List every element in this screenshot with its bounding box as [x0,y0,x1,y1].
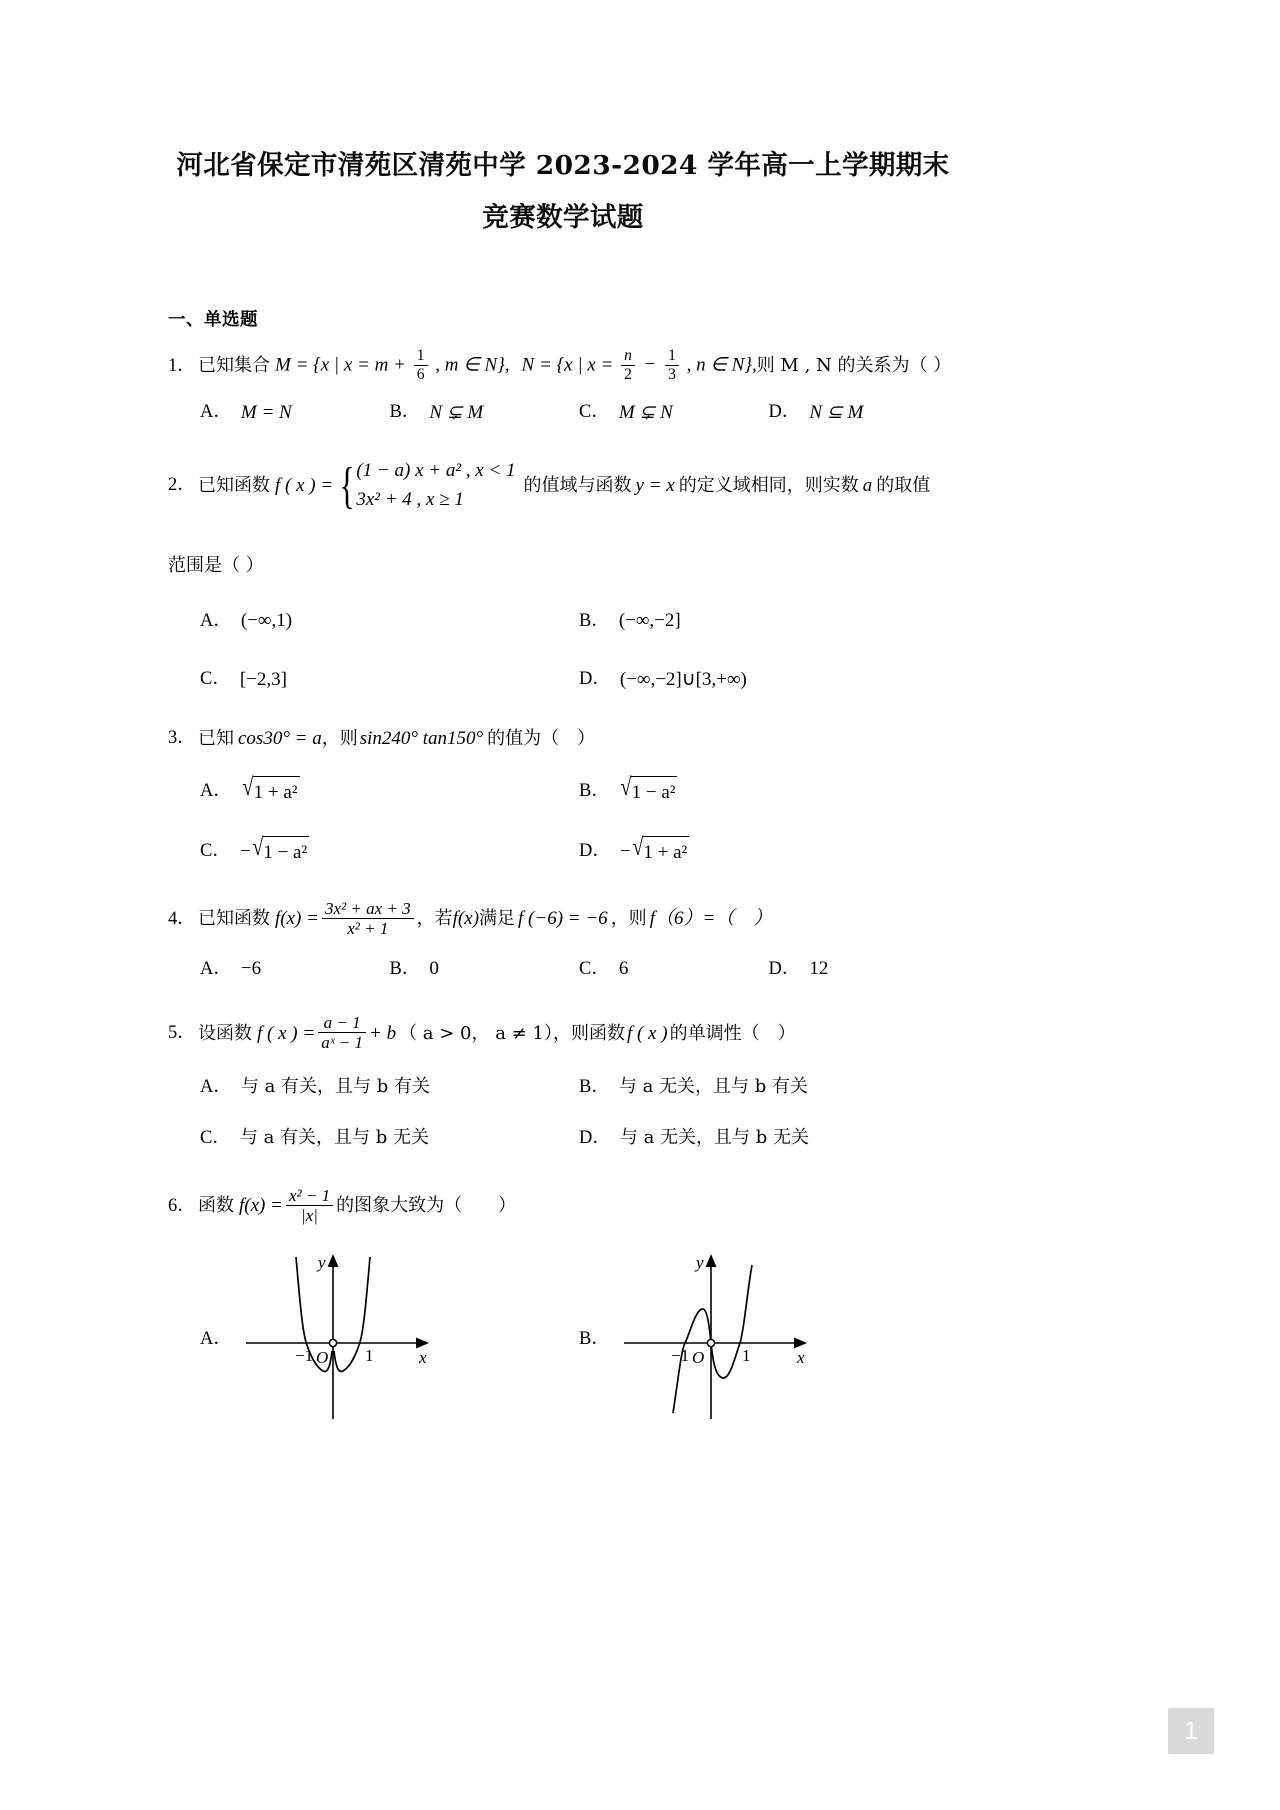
question-1-number: 1． [168,355,196,376]
option-2-d-text: (−∞,−2]∪[3,+∞) [619,668,747,690]
question-5-number: 5． [168,1023,196,1044]
option-3-d-sign: − [619,840,631,862]
q1-fraction-1: $\frac{1}{6}$ [414,347,428,383]
option-5-b-text: 与 a 无关，且与 b 有关 [618,1076,808,1098]
option-5-a-label: A． [200,1077,232,1098]
option-4-a-label: A． [200,958,232,979]
question-3 [168,724,958,867]
q1-set-n: N = {x | x = [521,354,614,376]
option-5-c[interactable] [200,1124,579,1153]
option-4-c-label: C． [579,958,610,979]
option-1-b[interactable] [390,398,580,427]
q2-case-1: (1 − a) x + a² , x < 1 [356,460,516,482]
option-3-b-text: √ 1 − a² [619,776,678,807]
question-5-text-c: 的单调性（ ） [669,1022,796,1044]
question-4-text-a: 已知函数 [198,907,270,929]
option-4-a[interactable] [200,954,390,983]
question-3-options-row-2 [168,833,958,867]
radical-sign: √ [631,833,643,861]
option-2-c-text: [−2,3] [239,668,287,690]
q2-brace: { [339,457,355,514]
option-4-b-label: B． [389,958,421,979]
question-3-text-b: ，则 [321,727,358,749]
question-3-options-row-1 [168,773,958,807]
option-3-a-label: A． [200,780,232,801]
graph-b-y-label: y [695,1253,704,1273]
title-line-2: 竞赛数学试题 [482,202,644,233]
question-6-text-a: 函数 [198,1194,234,1216]
option-3-d-label: D． [579,841,611,862]
option-5-a-text: 与 a 有关，且与 b 有关 [240,1076,431,1098]
q3-cos: cos30° = a [238,728,322,750]
option-5-c-text: 与 a 有关，且与 b 无关 [239,1127,429,1149]
graph-a-tick-right: 1 [364,1346,374,1366]
question-2-options-row-1 [168,606,958,635]
q4-fraction: $\frac{\text{3x² + ax + 3}}{\text{x² + 1}}$ [322,899,414,938]
option-2-a-text: (−∞,1) [240,610,293,632]
q5-fx: f ( x ) = [257,1022,316,1044]
q4-fx: f(x) = [275,908,319,930]
question-2-stem-wrap: 范围是（ ） [168,555,264,577]
title-line-1: 河北省保定市清苑区清苑中学 2023-2024 学年高一上学期期末 [176,150,950,181]
graph-a [238,1251,438,1426]
option-5-d[interactable] [579,1124,958,1153]
option-2-b[interactable] [579,606,958,635]
graph-b [616,1251,816,1426]
q3-trig: sin240° tan150° [359,728,484,750]
question-2-text-b: 的值域与函数 [523,474,632,496]
question-3-stem [168,724,958,753]
option-3-d[interactable] [579,833,958,867]
question-3-text-c: 的值为（ ） [487,727,596,749]
question-4-text-d: ，则 [610,907,647,929]
question-2-text-c: 的定义域相同，则实数 [678,474,859,496]
question-5-text-a: 设函数 [198,1022,252,1044]
option-3-c-text: √ 1 − a² [251,836,310,867]
option-3-c[interactable] [200,833,579,867]
option-3-d-text: √ 1 + a² [631,836,690,867]
option-3-b[interactable] [579,773,958,807]
q2-piecewise [335,457,515,514]
question-2-text-a: 已知函数 [198,474,270,496]
question-2-stem [168,457,958,514]
q5-fraction: $\frac{a - 1}{\text{aˣ − 1}}$ [318,1013,366,1052]
question-1-stem [168,348,958,384]
question-3-text-a: 已知 [198,727,234,749]
option-6-b[interactable] [579,1251,958,1426]
question-5-text-b: 则函数 [570,1022,625,1044]
q1-set-m: M = {x | x = m + [275,354,406,376]
graph-b-tick-right: 1 [741,1346,751,1366]
option-1-b-text: N ⊊ M [429,401,484,423]
option-4-d[interactable] [769,954,959,983]
question-4 [168,899,958,984]
graph-a-origin: O [315,1348,329,1368]
question-4-options [168,954,958,983]
option-2-c[interactable] [200,665,579,694]
option-3-a-text: √ 1 + a² [241,776,300,807]
question-1 [168,348,958,427]
q4-condition: f (−6) = −6 [518,908,608,930]
question-6-number: 6． [168,1195,196,1216]
option-2-a-label: A． [200,610,232,631]
question-3-number: 3． [168,728,196,749]
question-4-text-b: ，若 [416,907,453,929]
q5-plus-b: + b [369,1022,397,1044]
question-5 [168,1014,958,1152]
option-3-a[interactable] [200,773,579,807]
radical-sign: √ [242,773,254,801]
option-5-b-label: B． [579,1077,610,1098]
question-1-text-end: 则 M , N 的关系为（ ） [756,354,952,376]
question-1-options [168,398,958,427]
question-4-stem [168,899,958,938]
option-1-b-label: B． [389,402,421,423]
option-5-a[interactable] [200,1073,579,1102]
question-2 [168,457,958,694]
q2-a: a [862,475,873,497]
question-6-stem [168,1186,958,1225]
question-5-options-row-2 [168,1124,958,1153]
option-2-d[interactable] [579,665,958,694]
q2-yx: y = x [635,475,675,497]
option-4-d-label: D． [768,958,801,979]
option-2-c-label: C． [200,669,231,690]
option-4-c[interactable] [579,954,769,983]
q1-fraction-2: $\frac{n}{2}$ [621,347,635,383]
graph-a-y-label: y [317,1253,326,1273]
option-5-d-label: D． [579,1127,611,1148]
q1-minus: − [644,354,656,376]
question-6-graphs [168,1251,958,1426]
graph-b-origin: O [691,1348,705,1368]
option-1-d-text: N ⊆ M [809,401,864,423]
option-2-b-label: B． [579,610,610,631]
question-2-number: 2． [168,475,196,496]
graph-a-tick-left: −1 [294,1346,313,1366]
question-6-text-b: 的图象大致为（ ） [336,1194,517,1216]
graph-b-tick-left: −1 [670,1346,689,1366]
option-1-c[interactable] [579,398,769,427]
question-2-options-row-2 [168,665,958,694]
graph-b-x-label: x [796,1348,805,1368]
option-3-c-sign: − [239,840,251,862]
option-5-c-label: C． [200,1127,231,1148]
option-4-d-text: 12 [809,958,829,980]
q6-fx: f(x) = [239,1195,283,1217]
page-content [168,0,958,1426]
question-6 [168,1186,958,1426]
option-1-a-label: A． [200,402,232,423]
q2-case-2: 3x² + 4 , x ≥ 1 [356,488,464,510]
q4-fx2: f(x) [452,908,480,930]
question-2-text-d: 的取值 [876,474,931,496]
option-4-c-text: 6 [618,958,629,980]
q2-fx: f ( x ) = [275,475,334,497]
q1-fraction-3: $\frac{1}{3}$ [665,347,679,383]
option-5-b[interactable] [579,1073,958,1102]
q4-result: f（6）=（ ） [649,908,773,930]
q1-set-n-tail: , n ∈ N}, [686,354,757,376]
page-number-badge: 1 [1168,1708,1214,1754]
radical-sign: √ [251,833,263,861]
option-6-a[interactable] [200,1251,579,1426]
radical-sign: √ [620,773,632,801]
option-1-c-text: M ⊊ N [618,401,673,423]
option-2-a[interactable] [200,606,579,635]
q6-fraction: $\frac{\text{x² − 1}}{|x|}$ [286,1186,333,1225]
option-4-b-text: 0 [429,958,439,980]
option-3-c-label: C． [200,841,231,862]
option-1-d-label: D． [768,402,801,423]
question-1-text-a: 已知集合 [198,354,270,376]
q5-fx2: f ( x ) [626,1022,668,1044]
question-4-number: 4． [168,908,196,929]
question-5-options-row-1 [168,1073,958,1102]
option-4-b[interactable] [390,954,580,983]
option-1-c-label: C． [579,402,610,423]
question-5-stem [168,1014,958,1053]
option-2-b-text: (−∞,−2] [618,610,681,632]
option-1-d[interactable] [769,398,959,427]
option-3-b-label: B． [579,780,610,801]
page-title [168,140,958,244]
section-heading: 一、单选题 [168,310,258,330]
question-4-text-c: 满足 [479,907,516,929]
q5-condition: （ a > 0， a ≠ 1）， [399,1022,571,1044]
option-2-d-label: D． [579,669,611,690]
option-1-a-text: M = N [240,401,292,423]
option-1-a[interactable] [200,398,390,427]
option-6-b-label: B． [579,1328,610,1349]
graph-a-x-label: x [418,1348,427,1368]
option-5-d-text: 与 a 无关，且与 b 无关 [619,1127,810,1149]
option-4-a-text: −6 [240,958,262,980]
q1-set-m-tail: , m ∈ N}, [435,354,510,376]
option-6-a-label: A． [200,1328,232,1349]
